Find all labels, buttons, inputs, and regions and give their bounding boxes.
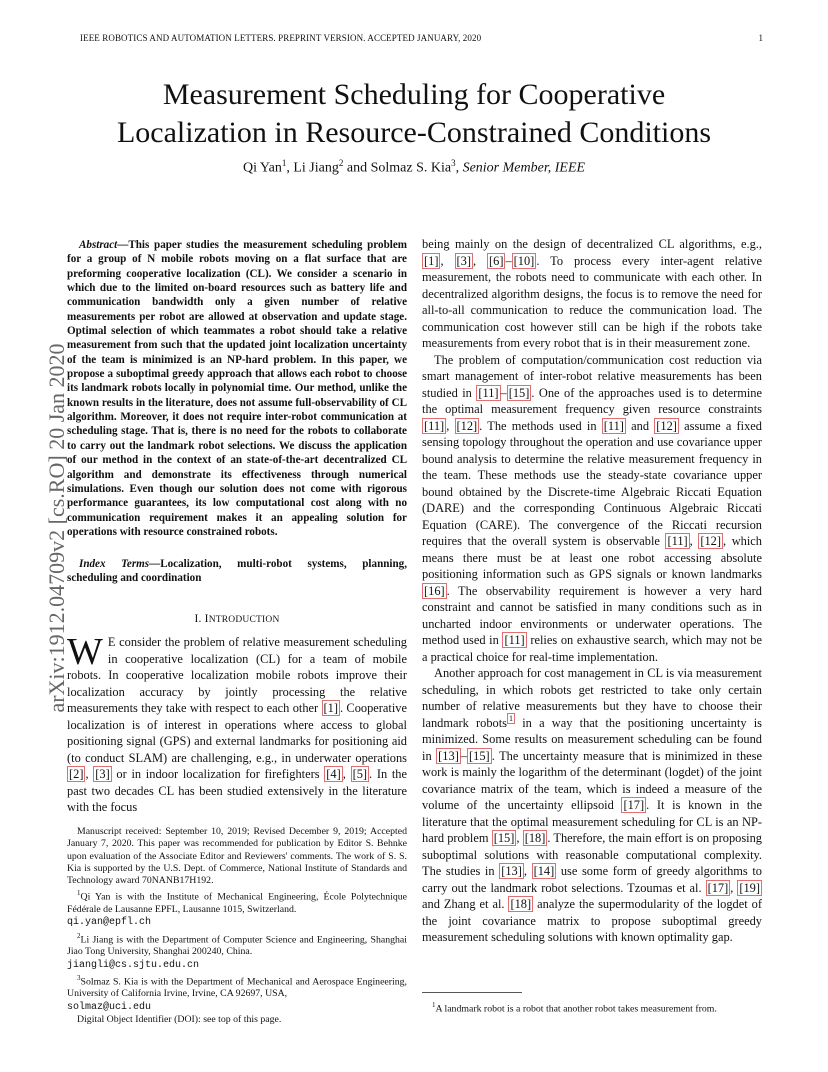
- text-run: –: [505, 253, 512, 268]
- right-column-text: [422, 236, 762, 946]
- footnote-1: [67, 887, 407, 929]
- citation-link[interactable]: [12]: [456, 418, 478, 433]
- author-sep: and: [343, 160, 371, 176]
- running-header: IEEE ROBOTICS AND AUTOMATION LETTERS. PREPRINT VERSION. ACCEPTED JANUARY, 2020: [80, 33, 482, 43]
- footnote-2: [67, 930, 407, 972]
- text-run: ,: [472, 253, 487, 268]
- footnote-mark: 3: [77, 973, 81, 982]
- author-1: Qi Yan: [242, 160, 282, 176]
- section-first-letter: I: [204, 613, 209, 625]
- author-3: Solmaz S. Kia: [370, 160, 452, 176]
- author-2-affil: 2: [338, 158, 344, 168]
- email-link[interactable]: solmaz@uci.edu: [67, 1001, 152, 1013]
- footnote-right: [422, 999, 762, 1015]
- section-numeral: I.: [194, 613, 205, 625]
- section-rest: NTRODUCTION: [208, 615, 280, 625]
- citation-link[interactable]: [16]: [424, 583, 445, 598]
- citation-link[interactable]: [2]: [69, 767, 84, 781]
- footnote-text: Solmaz S. Kia is with the Department of Mechanical and Aerospace Engineering, University of California Irvine, Irvine, CA 92697, USA,: [67, 976, 407, 1000]
- footnote-rule: [422, 992, 522, 993]
- index-terms-dash: —: [149, 558, 161, 570]
- email-link[interactable]: jiangli@cs.sjtu.edu.cn: [67, 959, 200, 971]
- citation-link[interactable]: [18]: [510, 897, 532, 911]
- citation-link[interactable]: [6]: [489, 253, 504, 268]
- doi-note: Digital Object Identifier (DOI): see top of this page.: [77, 1013, 282, 1025]
- index-terms-label: Index Terms: [79, 558, 150, 570]
- text-run: –: [500, 385, 507, 400]
- text-run: ,: [342, 767, 351, 781]
- citation-link[interactable]: [3]: [456, 253, 471, 268]
- citation-link[interactable]: [10]: [513, 253, 535, 268]
- footnote-text: A landmark robot is a robot that another robot takes measurement from.: [435, 1003, 717, 1015]
- text-run: . One of the approaches used is to determine the optimal measurement frequency given resource constraints: [422, 385, 762, 416]
- text-run: Another approach for cost management in CL is via measurement scheduling, in which robots get restricted to take only certain number of relative measurements but they have to choose their landmark robots: [422, 666, 762, 730]
- author-3-affil: 3: [451, 158, 456, 168]
- footnote-link[interactable]: 1: [509, 714, 513, 724]
- footnote-mark: 1: [432, 1001, 436, 1009]
- author-sep: ,: [286, 160, 294, 176]
- manuscript-note: Manuscript received: September 10, 2019; Revised December 9, 2019; Accepted January 7, 2020. This paper was recommended for publication by Editor S. Behnke upon evaluation of the Associate Editor and Reviewers' comments. The work of S. S. Kia is supported by the U.S. Dept. of Commerce, National Institute of Standards and Technology award 70NANB17H192.: [67, 826, 407, 887]
- text-run: . The uncertainty measure that is minimized in these work is mainly the logarithm of the determinant (logdet) of the joint covariance matrix of the team, which is indeed a measure of the volume of the uncertainty ellipsoid: [422, 748, 762, 812]
- citation-link[interactable]: [3]: [95, 767, 110, 781]
- footnote-3: [67, 972, 407, 1014]
- citation-link[interactable]: [11]: [603, 418, 624, 433]
- text-run: ,: [446, 418, 455, 433]
- author-3-role: Senior Member, IEEE: [462, 160, 586, 176]
- text-run: and Zhang et al.: [422, 897, 509, 911]
- citation-link[interactable]: [15]: [493, 831, 515, 845]
- citation-link[interactable]: [5]: [352, 767, 368, 781]
- text-run: ,: [85, 767, 94, 781]
- text-run: . Cooperative localization is of interest in operations where access to global positioning signal (GPS) and external landmarks for positioning aid (to conduct SLAM) are challenging, e.g., in underwater operations: [67, 701, 407, 765]
- author-1-affil: 1: [281, 158, 287, 168]
- author-sep: ,: [455, 160, 463, 176]
- citation-link[interactable]: [13]: [501, 864, 522, 878]
- author-2: Li Jiang: [293, 160, 339, 176]
- text-run: The problem of computation/communication cost reduction via smart management of inter-robot relative measurements has been studied in: [422, 352, 762, 400]
- text-run: –: [460, 748, 468, 763]
- text-run: use some form of greedy algorithms to carry out the landmark robot selections. Tzoumas et al.: [422, 864, 762, 895]
- footnotes-left: [67, 826, 407, 1026]
- footnote-mark: 2: [77, 931, 81, 940]
- text-run: and: [625, 418, 655, 433]
- citation-link[interactable]: [17]: [707, 880, 729, 895]
- paragraph: [422, 236, 762, 352]
- author-list: [60, 158, 768, 177]
- citation-link[interactable]: [11]: [478, 385, 499, 400]
- citation-link[interactable]: [12]: [700, 534, 722, 548]
- text-run: ,: [730, 880, 738, 895]
- citation-link[interactable]: [11]: [504, 633, 525, 647]
- citation-link[interactable]: [15]: [508, 385, 530, 400]
- abstract-dash: —: [117, 239, 129, 251]
- text-run: . It is known in the literature that the optimal measurement scheduling for CL is an NP-hard problem: [422, 798, 762, 845]
- text-run: being mainly on the design of decentralized CL algorithms, e.g.,: [422, 237, 762, 251]
- arxiv-identifier: arXiv:1912.04709v2 [cs.RO] 20 Jan 2020: [44, 343, 69, 713]
- citation-link[interactable]: [1]: [323, 701, 338, 715]
- text-run: . Therefore, the main effort is on proposing suboptimal solutions with reasonable computational complexity. The studies in: [422, 831, 762, 878]
- citation-link[interactable]: [11]: [424, 418, 445, 433]
- text-run: relies on exhaustive search, which may not be a practical choice for real-time implementation.: [422, 633, 762, 664]
- citation-link[interactable]: [11]: [667, 534, 688, 548]
- citation-link[interactable]: [15]: [469, 748, 490, 763]
- text-run: ,: [516, 831, 523, 845]
- text-run: consider the problem of relative measurement scheduling in cooperative localization (CL) for a team of mobile robots. In cooperative localization mobile robots improve their localization accuracy by jointly processing the relative measurements they take with respect to each other: [67, 635, 407, 715]
- text-run: assume a fixed sensing topology throughout the operation and use covariance upper bound analysis to determine the relative measurement frequency in the team. These methods use the steady-state covariance upper bound obtained by the Discrete-time Algebraic Riccati Equation (DARE) and the corresponding Continuous Algebraic Riccati Equation (CARE). The convergence of the Riccati recursion requires that the overall system is observable: [422, 418, 762, 548]
- abstract: [67, 238, 407, 539]
- text-run: ,: [523, 864, 532, 878]
- text-run: or in indoor localization for firefighters: [111, 767, 325, 781]
- index-terms-text: Localization, multi-robot systems, planning, scheduling and coordination: [67, 558, 407, 585]
- citation-link[interactable]: [12]: [656, 418, 677, 433]
- citation-link[interactable]: [14]: [533, 864, 555, 878]
- arxiv-sidebar: [4, 288, 69, 768]
- text-run: , which means there must be at least one robot accessing absolute positioning information such as GPS signals or known landmarks: [422, 534, 762, 581]
- drop-cap: W: [67, 631, 103, 673]
- first-word-rest: E: [107, 635, 116, 649]
- email-link[interactable]: qi.yan@epfl.ch: [67, 917, 152, 929]
- title-line-2: Localization in Resource-Constrained Conditions: [116, 116, 712, 149]
- abstract-text: This paper studies the measurement scheduling problem for a group of N mobile robots moving on a flat surface that are preforming cooperative localization (CL). We consider a scenario in which due to the limited on-board resources such as battery life and communication bandwidth only a given number of relative measurements per robot are allowed at observation and update stage. Optimal selection of which teammates a robot should take a relative measurement from such that the updated joint localization uncertainty of the team is minimized is an NP-hard problem. In this paper, we propose a suboptimal greedy approach that allows each robot to choose its landmark robots locally in polynomial time. Our method, unlike the known results in the literature, does not assume full-observability of CL algorithm. Moreover, it does not require inter-robot communication at scheduling stage. That is, there is no need for the robots to collaborate to carry out the landmark robot selections. We discuss the application of our method in the context of an state-of-the-art decentralized CL algorithm and demonstrate its effectiveness through numerical simulations. Even though our solution does not come with rigorous performance guarantees, its low computational cost along with no communication requirement makes it an appealing solution for operations with resource constrained robots.: [67, 239, 407, 538]
- text-run: . The observability requirement is however a very hard constraint and cannot be satisfied in many conditions such as in uncharted indoor environments or underwater operations. The method used in: [422, 583, 762, 647]
- citation-link[interactable]: [17]: [623, 798, 645, 812]
- citation-link[interactable]: [18]: [524, 831, 546, 845]
- text-run: . In the past two decades CL has been studied extensively in the literature with the focus: [67, 767, 407, 814]
- footnote-mark: 1: [77, 889, 81, 898]
- paragraph: [422, 352, 762, 666]
- abstract-label: Abstract: [79, 239, 118, 251]
- citation-link[interactable]: [4]: [326, 767, 341, 781]
- title-line-1: Measurement Scheduling for Cooperative: [162, 78, 666, 111]
- section-heading-introduction: [67, 613, 407, 625]
- text-run: analyze the supermodularity of the logdet of the joint covariance matrix to propose suboptimal greedy measurement scheduling solutions with known optimality gap.: [422, 897, 762, 944]
- text-run: in a way that the positioning uncertainty is minimized. Some results on measurement scheduling can be found in: [422, 715, 762, 763]
- page-number: 1: [758, 33, 763, 43]
- paper-title: [60, 76, 768, 152]
- text-run: ,: [689, 534, 699, 548]
- citation-link[interactable]: [19]: [739, 880, 760, 895]
- footnote-text: Qi Yan is with the Institute of Mechanical Engineering, École Polytechnique Fédérale de Lausanne EPFL, Lausanne 1015, Switzerland.: [67, 891, 407, 916]
- introduction-paragraph: [67, 631, 407, 816]
- citation-link[interactable]: [1]: [424, 253, 439, 268]
- citation-link[interactable]: [13]: [438, 748, 459, 763]
- text-run: . To process every inter-agent relative measurement, the robots need to communicate with each other. In decentralized algorithm designs, the focus is to remove the need for all-to-all communication to reduce the communication load. The communication cost however still can be high if the robots take measurements from every robot that is in their measurement zone.: [422, 253, 763, 350]
- paragraph: [422, 665, 762, 946]
- text-run: . The methods used in: [479, 418, 602, 433]
- index-terms: [67, 557, 407, 586]
- text-run: ,: [440, 253, 455, 268]
- footnote-text: Li Jiang is with the Department of Computer Science and Engineering, Shanghai Jiao Tong University, Shanghai 200240, China.: [67, 933, 407, 958]
